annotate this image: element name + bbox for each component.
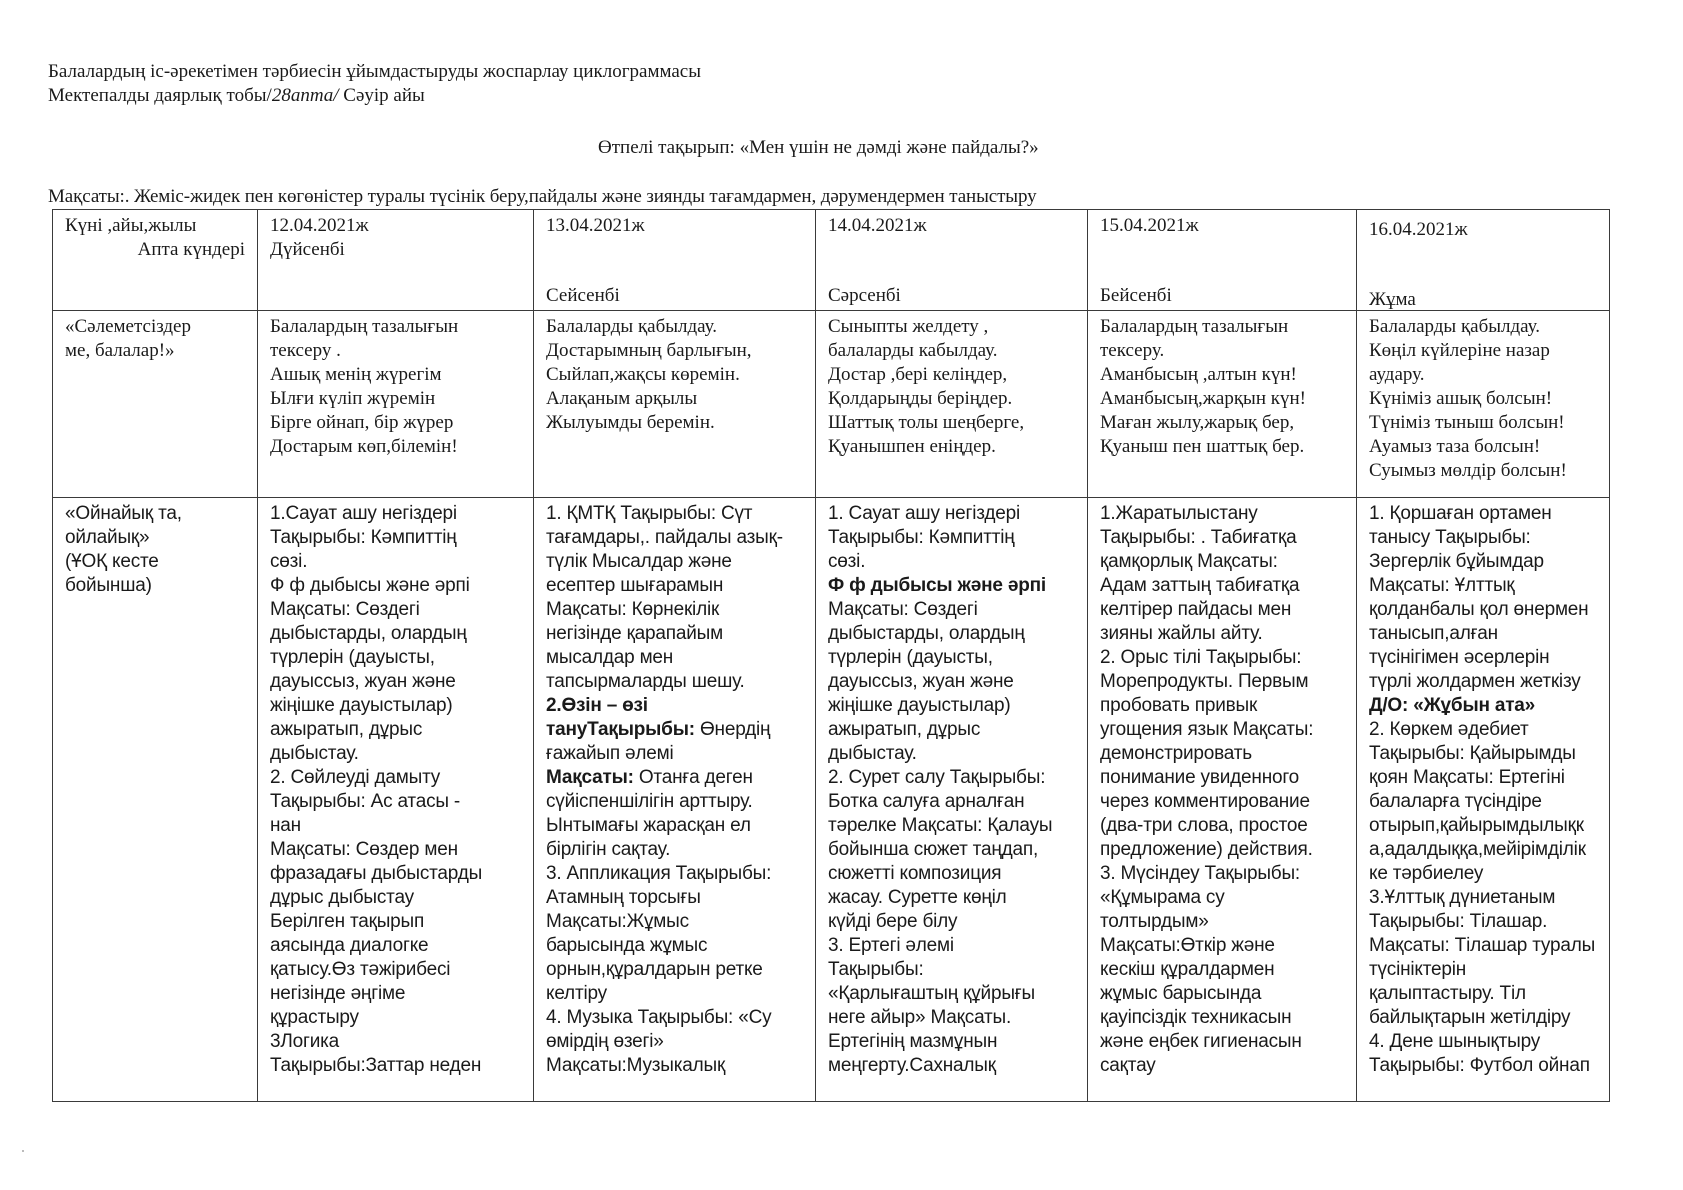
cell-text-line: түлік Мысалдар және (546, 551, 732, 572)
cell-text-line: Ф ф дыбысы және әрпі (270, 575, 470, 596)
date-label: Күні ,айы,жылы (65, 215, 197, 236)
cell-text-line: 1. Қоршаған ортамен (1369, 503, 1552, 524)
cell-text-line: келтірер пайдасы мен (1100, 599, 1292, 620)
cell-text-line: Маған жылу,жарық бер, (1100, 412, 1295, 433)
cell-text-line: Тақырыбы: Кәмпиттің (270, 527, 457, 548)
day-date: 15.04.2021ж (1100, 215, 1199, 236)
cell-text-line: Түніміз тыныш болсын! (1369, 412, 1565, 433)
cell-text-line: қауіпсіздік техникасын (1100, 1007, 1292, 1028)
cell-text-line: Атамның торсығы (546, 887, 701, 908)
cell-text-line: 1. ҚМТҚ Тақырыбы: Сүт (546, 503, 753, 524)
cell-text-line: кескіш құралдармен (1100, 959, 1275, 980)
cell-text-line: Д/О: «Жұбын ата» (1369, 695, 1536, 716)
cell-text-line: Тақырыбы: . Табиғатқа (1100, 527, 1297, 548)
cell-text-line: Достарым көп,білемін! (270, 436, 458, 457)
cell-text-line: Қолдарыңды беріңдер. (828, 388, 1013, 409)
cell-text-line: мысалдар мен (546, 647, 674, 668)
cell-text-line: дыбыстау. (270, 743, 359, 764)
cell-text-line: аясында диалогке (270, 935, 429, 956)
cell-text-line: Қуанышпен еніңдер. (828, 436, 996, 457)
cell-text-line: тапсырмаларды шешу. (546, 671, 745, 692)
cell-text-line: байлықтарын жетілдіру (1369, 1007, 1571, 1028)
cell-text-line: Мақсаты:Өткір және (1100, 935, 1275, 956)
cell-text-line: 2. Көркем әдебиет (1369, 719, 1529, 740)
row-label-cell (53, 311, 258, 498)
cell-text-line: Достарымның барлығын, (546, 340, 752, 361)
cell-text-line: 2. Сөйлеуді дамыту (270, 767, 441, 788)
cell-text-line: предложение) действия. (1100, 839, 1313, 860)
cell-text-line: өмірдің өзегі» (546, 1031, 664, 1052)
cell-text-line: 2.Өзін – өзі (546, 695, 648, 716)
cell-text-line: балаларға түсіндіре (1369, 791, 1542, 812)
cell-text-line: құрастыру (270, 1007, 359, 1028)
month-label: Сәуір айы (338, 85, 425, 106)
cell-text-line: Аманбысың ,алтын күн! (1100, 364, 1297, 385)
cell-text-line: Адам заттың табиғатқа (1100, 575, 1300, 596)
cell-text-line: сүйіспеншілігін арттыру. (546, 791, 753, 812)
cell-text-line: Балалардың тазалығын (1100, 316, 1289, 337)
activity-cell (816, 498, 1088, 1102)
cell-text-line: Ф ф дыбысы және әрпі (828, 575, 1047, 596)
day-weekday: Жұма (1369, 289, 1416, 310)
cell-text-line: аудару. (1369, 364, 1425, 385)
cell-text-line: түрлі жолдармен жеткізу (1369, 671, 1581, 692)
cell-text-line: Ертегінің мазмұнын (828, 1031, 998, 1052)
cell-text-line: Мақсаты: Тілашар туралы (1369, 935, 1596, 956)
transitional-theme: Өтпелі тақырып: «Мен үшін не дәмді және пайдалы?» (598, 137, 1039, 158)
cell-text-line: Мақсаты:Музыкалық (546, 1055, 726, 1076)
cell-text-line: тексеру . (270, 340, 341, 361)
cell-text-line: Тақырыбы:Заттар неден (270, 1055, 482, 1076)
cell-text-line: тануТақырыбы: Өнердің (546, 719, 771, 740)
cell-text-line: бірлігін сақтау. (546, 839, 671, 860)
cell-text-line: Тақырыбы: Тілашар. (1369, 911, 1548, 932)
cell-text-line: Қуаныш пен шаттық бер. (1100, 436, 1305, 457)
weekday-label: Апта күндері (137, 239, 245, 260)
cell-text-line: сөзі. (270, 551, 308, 572)
header-row (53, 210, 1610, 311)
cell-text-line: 1. Сауат ашу негіздері (828, 503, 1020, 524)
cell-text-line: 4. Дене шынықтыру (1369, 1031, 1541, 1052)
activity-cell (258, 311, 534, 498)
cell-text-line: 3. Ертегі әлемі (828, 935, 954, 956)
cell-text-line: Тақырыбы: Футбол ойнап (1369, 1055, 1590, 1076)
day-header-cell (1357, 210, 1610, 311)
cell-text-line: Ауамыз таза болсын! (1369, 436, 1541, 457)
cell-text-line: Тақырыбы: Кәмпиттің (828, 527, 1015, 548)
day-header-cell (816, 210, 1088, 311)
cell-text-line: ме, балалар!» (65, 340, 175, 361)
cell-text-line: Зергерлік бұйымдар (1369, 551, 1544, 572)
cell-text-line: 2. Орыс тілі Тақырыбы: (1100, 647, 1302, 668)
corner-header-cell (53, 210, 258, 311)
cell-text-line: 4. Музыка Тақырыбы: «Су (546, 1007, 772, 1028)
cell-text-line: Балаларды қабылдау. (1369, 316, 1540, 337)
cell-text-line: түрлерін (дауысты, (828, 647, 993, 668)
cell-text-line: Бірге ойнап, бір жүрер (270, 412, 454, 433)
cell-text-line: нан (270, 815, 301, 836)
day-weekday: Сәрсенбі (828, 285, 901, 306)
cell-text-line: Аманбысың,жарқын күн! (1100, 388, 1306, 409)
cell-text-line: 1.Жаратылыстану (1100, 503, 1258, 524)
cell-text-line: Тақырыбы: Ас атасы - (270, 791, 461, 812)
cell-text-line: Күніміз ашық болсын! (1369, 388, 1553, 409)
cell-text-line: тәрелке Мақсаты: Қалауы (828, 815, 1053, 836)
cell-text-line: 3.Ұлттық дүниетаным (1369, 887, 1556, 908)
cell-text-line: Сыныпты желдету , (828, 316, 989, 337)
cell-text-line: тағамдары,. пайдалы азық- (546, 527, 783, 548)
cell-text-line: сақтау (1100, 1055, 1156, 1076)
cell-text-line: келтіру (546, 983, 607, 1004)
cell-text-line: танысу Тақырыбы: (1369, 527, 1531, 548)
cell-text-line: дұрыс дыбыстау (270, 887, 414, 908)
cell-text-line: Морепродукты. Первым (1100, 671, 1309, 692)
cell-text-line: понимание увиденного (1100, 767, 1300, 788)
cell-text-line: «Ойнайық та, (65, 503, 182, 524)
day-header-cell (258, 210, 534, 311)
cell-text-line: Суымыз мөлдір болсын! (1369, 460, 1567, 481)
cell-text-line: дауыссыз, жуан және (270, 671, 456, 692)
cell-text-line: а,адалдыққа,мейірімділік (1369, 839, 1586, 860)
cell-text-line: балаларды кабылдау. (828, 340, 998, 361)
cell-text-line: қолданбалы қол өнермен (1369, 599, 1589, 620)
cell-text-line: дыбыстарды, олардың (828, 623, 1025, 644)
row-label-cell (53, 498, 258, 1102)
cell-text-line: Жылуымды беремін. (546, 412, 715, 433)
scan-speck (22, 1150, 24, 1152)
cell-text-line: 3Логика (270, 1031, 340, 1052)
cell-text-line: Мақсаты: Ұлттық (1369, 575, 1515, 596)
day-date: 12.04.2021ж (270, 215, 369, 236)
cell-text-line: Ылғи күліп жүремін (270, 388, 436, 409)
cell-text-line: жіңішке дауыстылар) (270, 695, 453, 716)
cell-text-line: Мақсаты: Көрнекілік (546, 599, 720, 620)
cell-text-line: және еңбек гигиенасын (1100, 1031, 1302, 1052)
cell-text-line: дауыссыз, жуан және (828, 671, 1014, 692)
cell-text-line: Тақырыбы: (828, 959, 924, 980)
day-date: 13.04.2021ж (546, 215, 645, 236)
cell-text-line: фразадағы дыбыстарды (270, 863, 483, 884)
cell-text-line: Сыйлап,жақсы көремін. (546, 364, 740, 385)
cell-text-line: «Қарлығаштың құйрығы (828, 983, 1035, 1004)
cell-text-line: пробовать привык (1100, 695, 1258, 716)
table-row (53, 498, 1610, 1102)
cell-text-line: ойлайық» (65, 527, 150, 548)
cell-text-line: ажыратып, дұрыс (270, 719, 423, 740)
week-label: 28апта/ (271, 85, 339, 106)
cell-text-line: дыбыстау. (828, 743, 917, 764)
day-date: 14.04.2021ж (828, 215, 927, 236)
cell-text-line: ажыратып, дұрыс (828, 719, 981, 740)
cell-text-line: Мақсаты: Сөздегі (828, 599, 978, 620)
cell-text-line: (два-три слова, простое (1100, 815, 1308, 836)
day-header-cell (1088, 210, 1357, 311)
cell-text-line: түсінігімен әсерлерін (1369, 647, 1550, 668)
cell-text-line: Ынтымағы жарасқан ел (546, 815, 751, 836)
day-weekday: Дүйсенбі (270, 239, 345, 260)
activity-cell (258, 498, 534, 1102)
cell-text-line: қалыптастыру. Тіл (1369, 983, 1526, 1004)
cell-text-line: (ҰОҚ кесте (65, 551, 159, 572)
activity-cell (1357, 498, 1610, 1102)
cell-text-line: «Құмырама су (1100, 887, 1225, 908)
cell-text-line: танысып,алған (1369, 623, 1498, 644)
activity-cell (534, 311, 816, 498)
cell-text-line: барысында жұмыс (546, 935, 708, 956)
activity-cell (1088, 498, 1357, 1102)
cell-text-line: бойынша) (65, 575, 152, 596)
cell-text-line: Достар ,бері келіңдер, (828, 364, 1008, 385)
cell-text-line: 3. Аппликация Тақырыбы: (546, 863, 772, 884)
cyclogram-table (52, 209, 1610, 1102)
table-row (53, 311, 1610, 498)
cell-text-line: ке тәрбиелеу (1369, 863, 1484, 884)
cell-text-line: неге айыр» Мақсаты. (828, 1007, 1012, 1028)
cell-text-line: жұмыс барысында (1100, 983, 1262, 1004)
cell-text-line: через комментирование (1100, 791, 1310, 812)
activity-cell (816, 311, 1088, 498)
cell-text-line: 1.Сауат ашу негіздері (270, 503, 457, 524)
cell-text-line: Мақсаты: Отанға деген (546, 767, 753, 788)
cell-text-line: орнын,құралдарын ретке (546, 959, 763, 980)
cell-text-line: тексеру. (1100, 340, 1165, 361)
cell-text-line: Шаттық толы шеңберге, (828, 412, 1025, 433)
cell-text-line: бойынша сюжет таңдап, (828, 839, 1039, 860)
cell-text-line: «Сәлеметсіздер (65, 316, 191, 337)
day-weekday: Бейсенбі (1100, 285, 1172, 306)
cell-text-line: түсініктерін (1369, 959, 1467, 980)
activity-cell (1357, 311, 1610, 498)
document-title: Балалардың іс-әрекетімен тәрбиесін ұйымдастыруды жоспарлау циклограммасы (48, 61, 701, 82)
day-weekday: Сейсенбі (546, 285, 620, 306)
cell-text-line: толтырдым» (1100, 911, 1209, 932)
cell-text-line: қатысу.Өз тәжірибесі (270, 959, 451, 980)
cell-text-line: түрлерін (дауысты, (270, 647, 435, 668)
cell-text-line: меңгерту.Сахналық (828, 1055, 996, 1076)
group-label: Мектепалды даярлық тобы/ (48, 85, 272, 106)
cell-text-line: жіңішке дауыстылар) (828, 695, 1011, 716)
cell-text-line: Тақырыбы: Қайырымды (1369, 743, 1576, 764)
weekly-goal: Мақсаты:. Жеміс-жидек пен көгөністер туралы түсінік беру,пайдалы және зиянды тағамдармен, дәрумендермен таныстыру (48, 186, 1037, 207)
cell-text-line: зияны жайлы айту. (1100, 623, 1263, 644)
cell-text-line: қоян Мақсаты: Ертегіні (1369, 767, 1565, 788)
day-header-cell (534, 210, 816, 311)
cell-text-line: Ашық менің жүрегім (270, 364, 442, 385)
cell-text-line: Мақсаты: Сөздер мен (270, 839, 458, 860)
cell-text-line: қамқорлық Мақсаты: (1100, 551, 1278, 572)
cell-text-line: Алақаным арқылы (546, 388, 698, 409)
group-week-month (48, 84, 425, 108)
cell-text-line: сюжетті композиция (828, 863, 1002, 884)
cell-text-line: угощения язык Мақсаты: (1100, 719, 1314, 740)
activity-cell (534, 498, 816, 1102)
cell-text-line: Балалардың тазалығын (270, 316, 459, 337)
cell-text-line: жасау. Суретте көңіл (828, 887, 1007, 908)
activity-cell (1088, 311, 1357, 498)
cell-text-line: есептер шығарамын (546, 575, 724, 596)
cell-text-line: күйді бере білу (828, 911, 958, 932)
cell-text-line: Ботка салуға арналған (828, 791, 1025, 812)
cell-text-line: демонстрировать (1100, 743, 1252, 764)
day-date: 16.04.2021ж (1369, 219, 1468, 240)
cell-text-line: негізінде әңгіме (270, 983, 406, 1004)
cell-text-line: негізінде қарапайым (546, 623, 723, 644)
cell-text-line: Мақсаты:Жұмыс (546, 911, 689, 932)
cell-text-line: отырып,қайырымдылықк (1369, 815, 1584, 836)
cell-text-line: ғажайып әлемі (546, 743, 674, 764)
cell-text-line: Берілген тақырып (270, 911, 425, 932)
cell-text-line: Мақсаты: Сөздегі (270, 599, 420, 620)
cell-text-line: сөзі. (828, 551, 866, 572)
cell-text-line: 3. Мүсіндеу Тақырыбы: (1100, 863, 1301, 884)
cell-text-line: 2. Сурет салу Тақырыбы: (828, 767, 1046, 788)
cell-text-line: Көңіл күйлеріне назар (1369, 340, 1550, 361)
cell-text-line: Балаларды қабылдау. (546, 316, 717, 337)
cell-text-line: дыбыстарды, олардың (270, 623, 467, 644)
